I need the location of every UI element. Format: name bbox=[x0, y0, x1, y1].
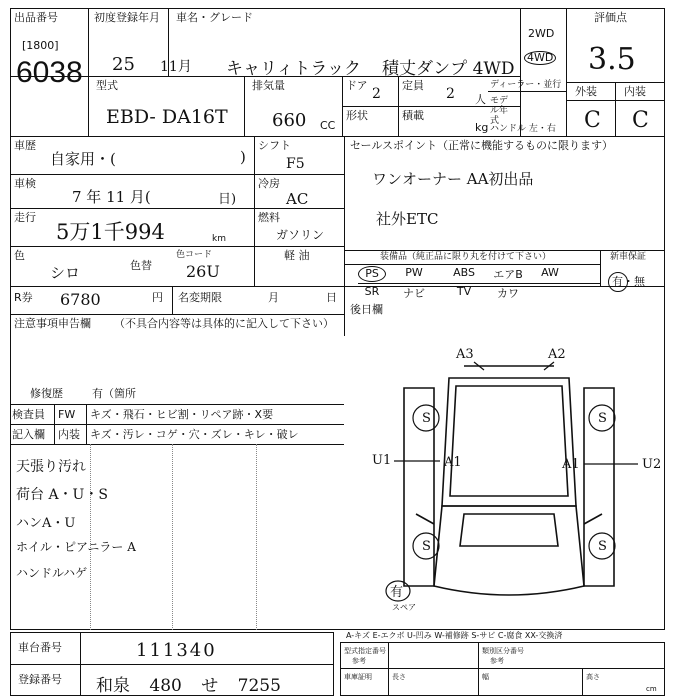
new-car-label: 新車保証 bbox=[610, 252, 647, 262]
mileage-unit: km bbox=[212, 234, 226, 244]
transfer-month: 月 bbox=[268, 291, 279, 304]
fuel-diesel: 軽 油 bbox=[284, 249, 310, 262]
lot-label: 出品番号 bbox=[14, 11, 58, 24]
shaken-value: 7 年 11 月( bbox=[72, 188, 151, 206]
model-year-label: モデル年式 bbox=[490, 96, 509, 126]
mark-s-fl: S bbox=[422, 411, 431, 426]
note-line-2: 荷台 A・U・S bbox=[16, 487, 108, 503]
diagram-legend: A-キズ E-エクボ U-凹み W-補修跡 S-サビ C-腐食 XX-交換済 bbox=[346, 631, 563, 640]
equip-ps: PS bbox=[358, 266, 386, 282]
ticket-label: R券 bbox=[14, 291, 33, 304]
shaken-day: 日) bbox=[218, 192, 237, 207]
eval-score: 3.5 bbox=[588, 42, 636, 77]
equip-tv: TV bbox=[456, 285, 472, 298]
f-unit: cm bbox=[646, 685, 657, 693]
disp-value: 660 bbox=[272, 110, 307, 131]
note-line-1: 天張り汚れ bbox=[16, 459, 86, 475]
f-col1: 型式指定番号 bbox=[344, 647, 386, 655]
car-label: 車名・グレード bbox=[176, 11, 253, 24]
handle-label: ハンドル 左・右 bbox=[490, 124, 556, 134]
eval-label: 評価点 bbox=[594, 11, 627, 24]
mileage-label: 走行 bbox=[14, 211, 36, 224]
equipment-row2 bbox=[358, 285, 600, 301]
dealer-label: ディーラー・並行 bbox=[490, 80, 562, 90]
f-row2a: 車庫証明 bbox=[344, 673, 372, 681]
car-name: キャリィトラック bbox=[226, 59, 361, 79]
history-close: ) bbox=[240, 148, 246, 166]
cap-label: 定員 bbox=[402, 79, 424, 92]
lot-number: 6038 bbox=[16, 56, 83, 89]
history-label: 車歴 bbox=[14, 139, 36, 152]
mark-u1: U1 bbox=[372, 453, 392, 468]
transfer-day: 日 bbox=[326, 291, 337, 304]
f-row2c: 幅 bbox=[482, 673, 489, 681]
model-value: EBD- DA16T bbox=[106, 106, 228, 128]
mark-a2: A2 bbox=[548, 347, 566, 362]
equip-abs: ABS bbox=[453, 266, 475, 279]
cap-unit: 人 bbox=[475, 93, 486, 106]
truck-diagram bbox=[344, 336, 664, 626]
lot-code: [1800] bbox=[22, 39, 59, 52]
inspector-interior: 内装 bbox=[58, 428, 80, 441]
mark-a1-left: A1 bbox=[444, 455, 462, 470]
sales-label: セールスポイント（正常に機能するものに限ります） bbox=[350, 139, 614, 152]
door-value: 2 bbox=[372, 86, 381, 102]
rear-label: 後日欄 bbox=[350, 303, 383, 316]
color-code-label: 色コード bbox=[176, 250, 213, 260]
cap-value: 2 bbox=[446, 86, 455, 102]
disp-unit: CC bbox=[320, 119, 336, 132]
drive-2wd: 2WD bbox=[528, 27, 555, 40]
ac-value: AC bbox=[286, 190, 309, 208]
car-grade: 積丈ダンプ 4WD bbox=[382, 59, 515, 79]
warranty: 有・無 bbox=[612, 275, 645, 288]
equip-airbag: エアB bbox=[493, 268, 523, 281]
equip-sr: SR bbox=[364, 285, 380, 298]
f-col2: 類別区分番号 bbox=[482, 647, 524, 655]
transfer-label: 名変期限 bbox=[178, 291, 222, 304]
repaint-label: 色替 bbox=[130, 259, 152, 272]
disp-label: 排気量 bbox=[252, 79, 285, 92]
inspector-label2: 記入欄 bbox=[12, 428, 45, 441]
color-code-value: 26U bbox=[186, 262, 220, 281]
ext-label: 外装 bbox=[575, 85, 597, 98]
reg-month: 11月 bbox=[160, 59, 192, 75]
notes-label: 注意事項申告欄 bbox=[14, 317, 91, 330]
fuel-gas: ガソリン bbox=[276, 228, 325, 242]
equip-aw: AW bbox=[541, 266, 559, 279]
plate-label: 登録番号 bbox=[18, 673, 62, 686]
f-row2d: 高さ bbox=[586, 673, 600, 681]
note-line-3: ハンA・U bbox=[16, 516, 76, 531]
f-ref2: 参考 bbox=[490, 657, 504, 665]
equip-leather: カワ bbox=[497, 287, 519, 300]
inspector-fw: FW bbox=[58, 408, 76, 421]
inspector-label1: 検査員 bbox=[12, 408, 45, 421]
equipment-row1 bbox=[358, 266, 600, 282]
notes-hint: （不具合内容等は具体的に記入して下さい） bbox=[114, 317, 334, 330]
mileage-value: 5万1千994 bbox=[56, 220, 165, 244]
color-value: シロ bbox=[50, 264, 81, 282]
equipment-label: 装備品（純正品に限り丸を付けて下さい） bbox=[380, 252, 552, 262]
shaken-label: 車検 bbox=[14, 177, 36, 190]
door-label: ドア bbox=[346, 79, 368, 92]
f-row2b: 長さ bbox=[392, 673, 406, 681]
equip-pw: PW bbox=[405, 266, 423, 279]
drive-4wd: 4WD bbox=[524, 51, 556, 65]
note-line-4: ホイル・ピアニラー A bbox=[16, 540, 136, 554]
ticket-value: 6780 bbox=[60, 290, 101, 309]
mark-u2: U2 bbox=[642, 457, 662, 472]
equip-navi: ナビ bbox=[403, 287, 425, 300]
ticket-unit: 円 bbox=[152, 291, 163, 304]
mark-a1-right: A1 bbox=[562, 457, 580, 472]
fuel-label: 燃料 bbox=[258, 211, 280, 224]
chassis-label: 車台番号 bbox=[18, 641, 62, 654]
sales-line1: ワンオーナー AA初出品 bbox=[372, 170, 534, 188]
inspector-fw-items: キズ・飛石・ヒビ割・リペア跡・X要 bbox=[90, 408, 274, 421]
mark-spare: 有 bbox=[390, 585, 404, 600]
spare-label: スペア bbox=[392, 603, 416, 612]
mark-s-rl: S bbox=[422, 539, 431, 554]
sales-line2: 社外ETC bbox=[376, 210, 439, 228]
int-label: 内装 bbox=[624, 85, 646, 98]
f-ref1: 参考 bbox=[352, 657, 366, 665]
ac-label: 冷房 bbox=[258, 177, 280, 190]
repair-label: 修復歴 bbox=[30, 387, 63, 400]
load-label: 積載 bbox=[402, 109, 424, 122]
chassis-value: 111340 bbox=[136, 640, 217, 661]
ext-grade: C bbox=[584, 108, 601, 133]
model-label: 型式 bbox=[96, 79, 118, 92]
repair-value: 有（箇所 bbox=[92, 387, 136, 400]
mark-s-rr: S bbox=[598, 539, 607, 554]
shape-label: 形状 bbox=[346, 109, 368, 122]
mark-s-fr: S bbox=[598, 411, 607, 426]
note-line-5: ハンドルハゲ bbox=[16, 566, 88, 580]
shift-label: シフト bbox=[258, 139, 291, 152]
mark-a3: A3 bbox=[456, 347, 474, 362]
reg-year: 25 bbox=[112, 54, 135, 75]
inspector-interior-items: キズ・汚レ・コゲ・穴・ズレ・キレ・破レ bbox=[90, 428, 299, 441]
reg-label: 初度登録年月 bbox=[94, 11, 160, 24]
plate-value: 和泉 480 せ 7255 bbox=[96, 676, 281, 696]
history-value: 自家用・( bbox=[50, 150, 116, 168]
load-unit: kg bbox=[475, 121, 489, 134]
color-label: 色 bbox=[14, 249, 25, 262]
int-grade: C bbox=[632, 108, 649, 133]
shift-value: F5 bbox=[286, 156, 305, 172]
